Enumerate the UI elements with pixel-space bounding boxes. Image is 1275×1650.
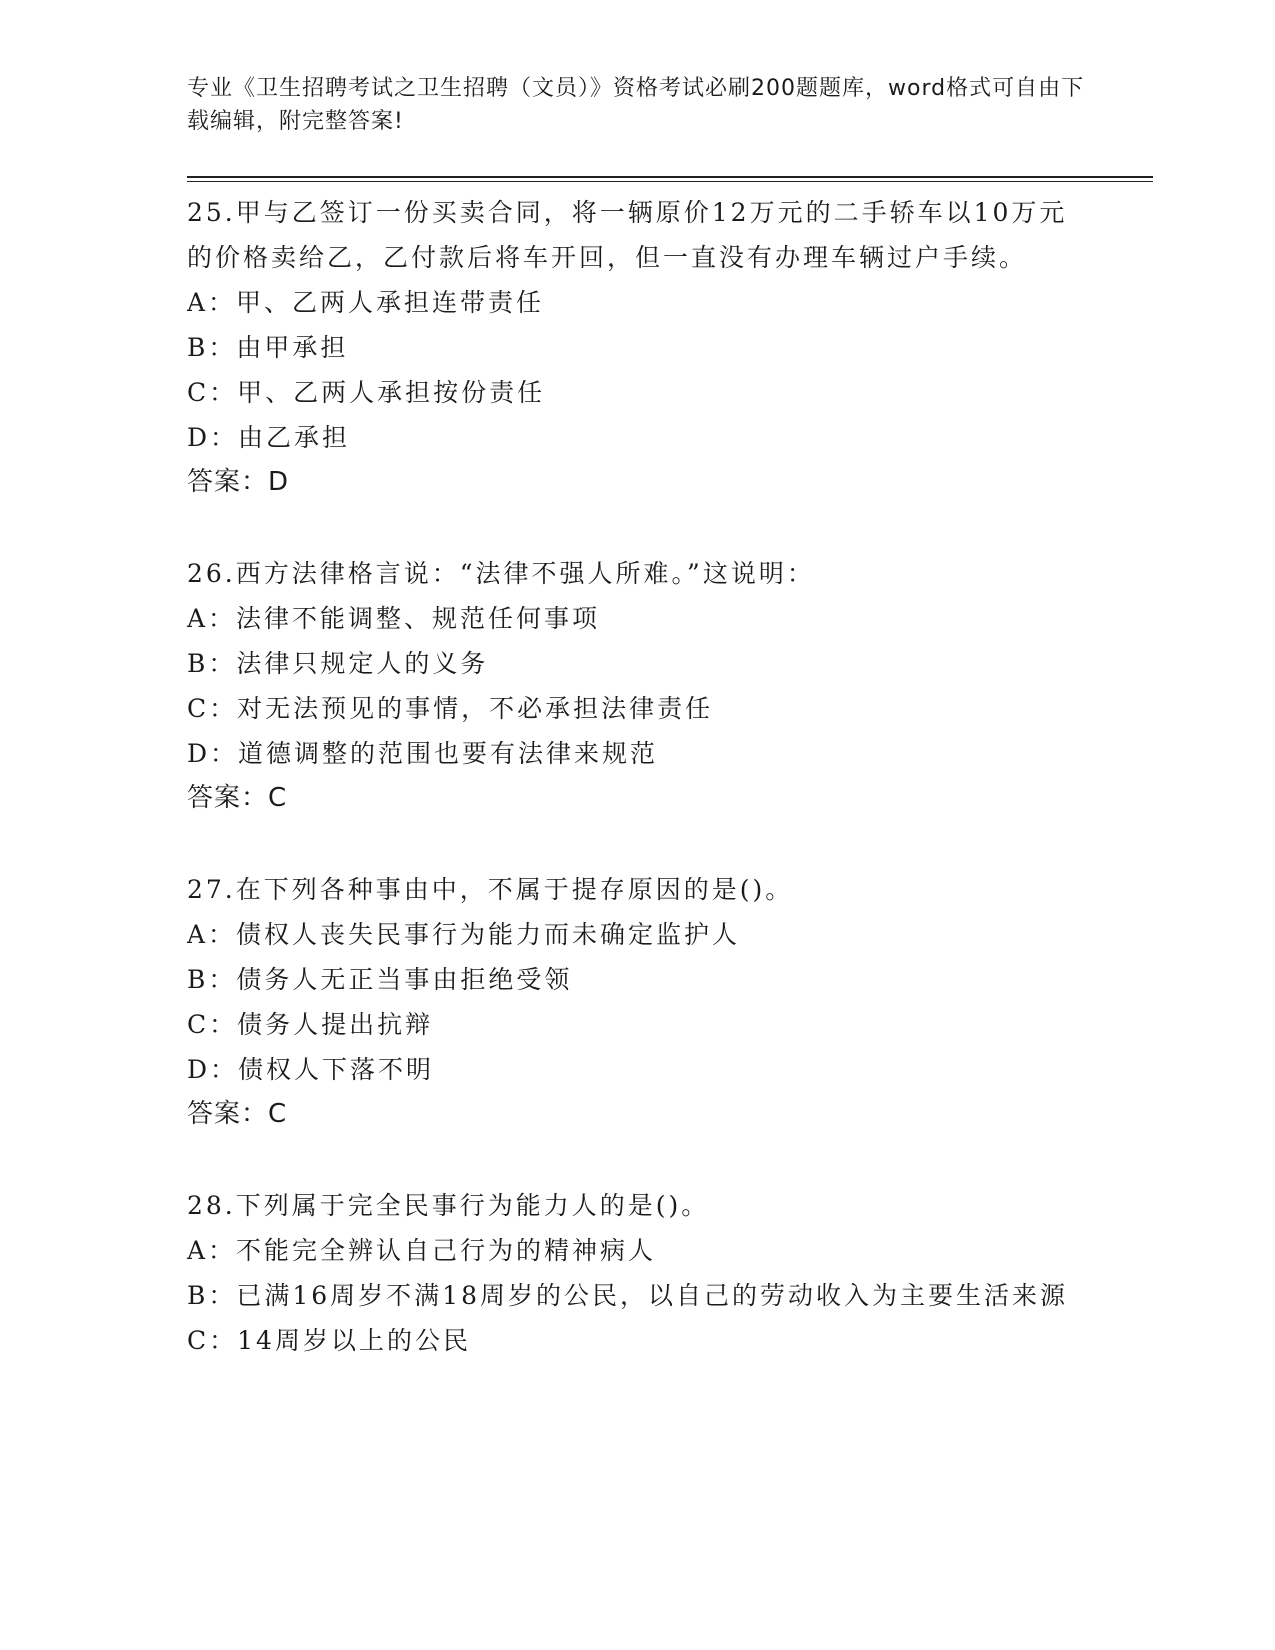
option-d: D：道德调整的范围也要有法律来规范 xyxy=(187,739,659,768)
answer: 答案：C xyxy=(187,783,288,813)
option-a: A：债权人丧失民事行为能力而未确定监护人 xyxy=(187,920,741,949)
option-a: A：不能完全辨认自己行为的精神病人 xyxy=(187,1236,657,1265)
question-27 xyxy=(187,867,1087,1137)
option-b: B：已满16周岁不满18周岁的公民，以自己的劳动收入为主要生活来源 xyxy=(187,1281,1068,1310)
option-c: C：债务人提出抗辩 xyxy=(187,1010,434,1039)
document-header xyxy=(187,72,1087,138)
question-stem: 28.下列属于完全民事行为能力人的是()。 xyxy=(187,1191,710,1220)
question-stem: 27.在下列各种事由中，不属于提存原因的是()。 xyxy=(187,875,794,904)
question-stem: 25.甲与乙签订一份买卖合同，将一辆原价12万元的二手轿车以10万元的价格卖给乙，乙付款后将车开回，但一直没有办理车辆过户手续。 xyxy=(187,198,1068,272)
header-double-rule xyxy=(187,176,1153,182)
header-text: 专业《卫生招聘考试之卫生招聘（文员）》资格考试必刷200题题库，word格式可自由下载编辑，附完整答案! xyxy=(187,76,1085,134)
option-a: A：法律不能调整、规范任何事项 xyxy=(187,604,601,633)
question-stem: 26.西方法律格言说：“法律不强人所难。”这说明： xyxy=(187,559,815,588)
answer: 答案：C xyxy=(187,1099,288,1129)
option-c: C：甲、乙两人承担按份责任 xyxy=(187,378,546,407)
answer: 答案：D xyxy=(187,467,290,497)
option-b: B：法律只规定人的义务 xyxy=(187,649,489,678)
question-list xyxy=(187,190,1087,1409)
option-c: C：14周岁以上的公民 xyxy=(187,1326,471,1355)
question-26 xyxy=(187,551,1087,821)
option-a: A：甲、乙两人承担连带责任 xyxy=(187,288,545,317)
question-28 xyxy=(187,1183,1087,1363)
question-25 xyxy=(187,190,1087,505)
option-b: B：债务人无正当事由拒绝受领 xyxy=(187,965,573,994)
option-c: C：对无法预见的事情，不必承担法律责任 xyxy=(187,694,714,723)
option-d: D：由乙承担 xyxy=(187,423,351,452)
option-b: B：由甲承担 xyxy=(187,333,349,362)
option-d: D：债权人下落不明 xyxy=(187,1055,435,1084)
